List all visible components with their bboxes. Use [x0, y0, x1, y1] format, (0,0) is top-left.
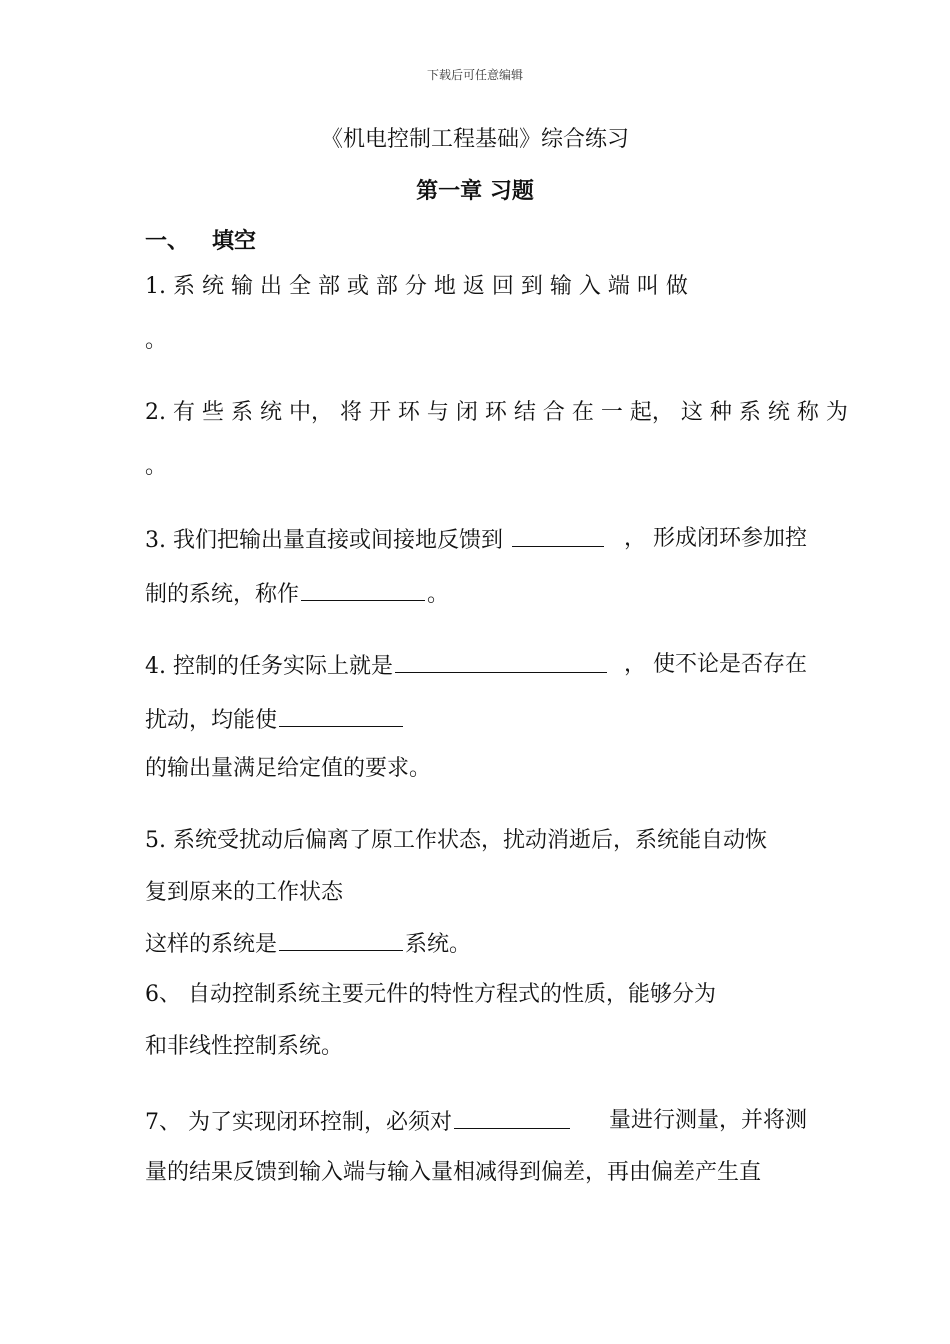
- question-1-line-2: 。: [145, 328, 168, 353]
- question-6-line-1: 6、 自动控制系统主要元件的特性方程式的性质，能够分为: [145, 982, 716, 1007]
- question-1-line-1: 1. 系 统 输 出 全 部 或 部 分 地 返 回 到 输 入 端 叫 做: [145, 274, 688, 299]
- question-4-line-3: 的输出量满足给定值的要求。: [145, 756, 432, 781]
- question-5-text-a: 这样的系统是: [145, 932, 278, 957]
- question-4-text-c: 扰动，均能使: [145, 708, 278, 733]
- question-2-line-2: 。: [145, 454, 168, 479]
- question-3-text-b: ， 形成闭环参加控: [624, 526, 807, 551]
- document-title: 《机电控制工程基础》综合练习: [320, 127, 629, 152]
- question-5-line-3: [145, 928, 807, 960]
- question-7-line-1: [145, 1106, 807, 1138]
- section-heading: 一、 填空: [145, 228, 256, 254]
- answer-blank[interactable]: [279, 704, 403, 727]
- question-5-text-b: 系统。: [405, 932, 472, 957]
- answer-blank[interactable]: [395, 650, 607, 673]
- question-3-line-1: [145, 524, 807, 556]
- question-3-text-a: 3. 我们把输出量直接或间接地反馈到: [145, 528, 510, 553]
- question-7-text-a: 7、 为了实现闭环控制，必须对: [145, 1110, 452, 1135]
- question-7-line-2: 量的结果反馈到输入端与输入量相减得到偏差，再由偏差产生直: [145, 1160, 762, 1185]
- question-4-line-2: [145, 704, 807, 736]
- question-7-text-b: 量进行测量，并将测: [608, 1108, 807, 1133]
- question-4-text-a: 4. 控制的任务实际上就是: [145, 654, 393, 679]
- chapter-title: 第一章 习题: [416, 178, 534, 204]
- question-5-line-2: 复到原来的工作状态: [145, 880, 344, 905]
- question-3-text-c: 制的系统，称作: [145, 582, 300, 607]
- question-3-line-2: [145, 578, 807, 610]
- question-5-line-1: 5. 系统受扰动后偏离了原工作状态，扰动消逝后，系统能自动恢: [145, 828, 767, 853]
- answer-blank[interactable]: [279, 928, 403, 951]
- question-6-line-2: 和非线性控制系统。: [145, 1034, 344, 1059]
- question-3-text-d: 。: [427, 582, 450, 607]
- question-2-line-1: 2. 有 些 系 统 中， 将 开 环 与 闭 环 结 合 在 一 起， 这 种 系 统 称 为: [145, 400, 848, 425]
- answer-blank[interactable]: [301, 578, 425, 601]
- question-4-text-b: ， 使不论是否存在: [624, 652, 807, 677]
- answer-blank[interactable]: [454, 1106, 570, 1129]
- answer-blank[interactable]: [512, 524, 604, 547]
- question-4-line-1: [145, 650, 807, 682]
- header-note: 下载后可任意编辑: [426, 68, 523, 82]
